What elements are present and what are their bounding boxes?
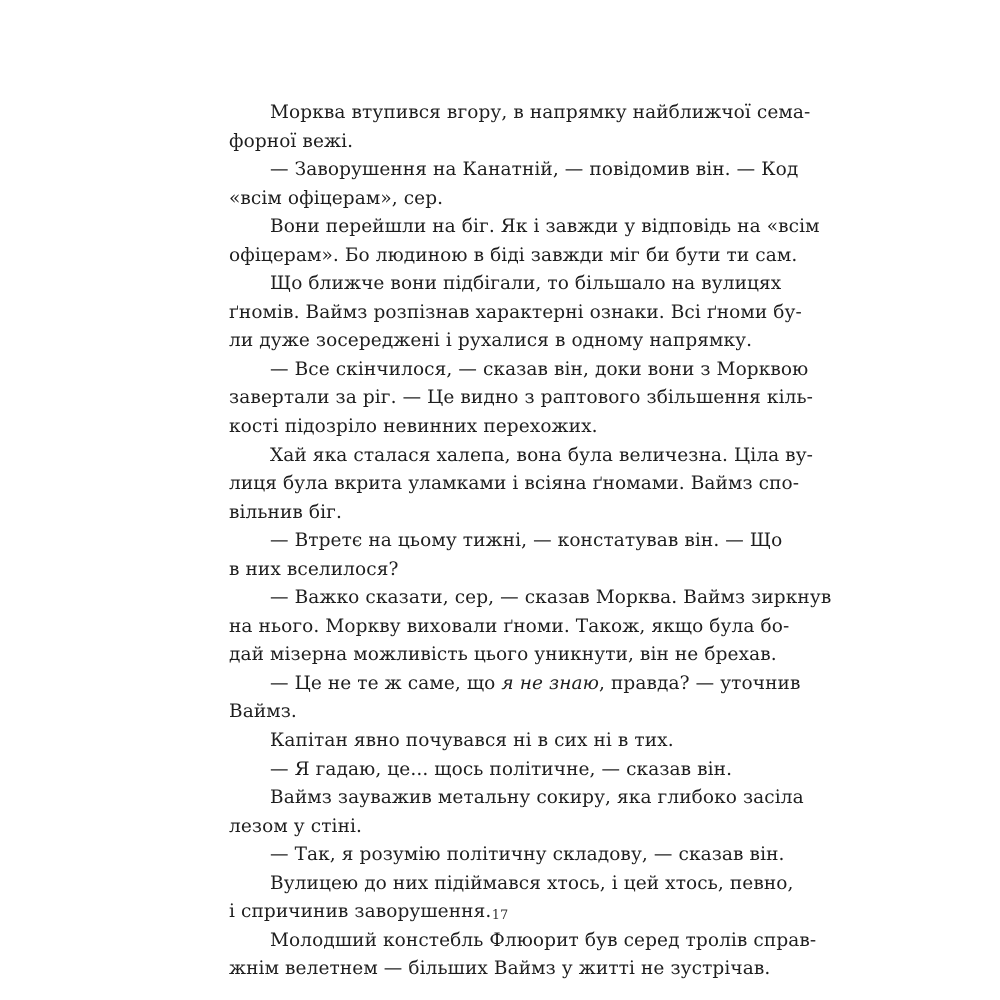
- text-line: Капітан явно почувався ні в сих ні в тих.: [270, 730, 674, 752]
- text-line: ґномів. Ваймз розпізнав характерні ознаки. Всі ґноми бу-: [229, 301, 802, 323]
- text-fragment: , правда? — уточнив: [599, 672, 801, 694]
- italic-emphasis: я не знаю: [501, 672, 600, 694]
- text-line: «всім офіцерам», сер.: [229, 187, 444, 209]
- text-line: в них вселилося?: [229, 558, 399, 580]
- text-line: — Втретє на цьому тижні, — констатував він. — Що: [270, 530, 783, 552]
- text-line: [229, 670, 801, 699]
- text-line: кості підозріло невинних перехожих.: [229, 416, 598, 438]
- text-line: завертали за ріг. — Це видно з раптового збільшення кіль-: [229, 387, 813, 409]
- page-number: 17: [491, 908, 509, 923]
- text-line: Молодший констебль Флюорит був серед тролів справ-: [270, 929, 817, 951]
- text-line: — Все скінчилося, — сказав він, доки вони з Морквою: [270, 358, 809, 380]
- text-line: на нього. Моркву виховали ґноми. Також, якщо була бо-: [229, 615, 790, 637]
- text-line: офіцерам». Бо людиною в біді завжди міг би бути ти сам.: [229, 244, 798, 266]
- text-line: — Так, я розумію політичну складову, — сказав він.: [270, 844, 785, 866]
- text-line: Що ближче вони підбігали, то більшало на вулицях: [270, 273, 782, 295]
- text-fragment: — Це не те ж саме, що: [270, 672, 502, 694]
- text-line: жнім велетнем — більших Ваймз у житті не зустрічав.: [229, 958, 771, 980]
- text-line: ли дуже зосереджені і рухалися в одному напрямку.: [229, 330, 753, 352]
- text-line: Морква втупився вгору, в напрямку найближчої сема-: [270, 102, 811, 123]
- text-line: — Важко сказати, сер, — сказав Морква. Ваймз зиркнув: [270, 587, 832, 609]
- text-line: Вони перейшли на біг. Як і завжди у відповідь на «всім: [270, 216, 820, 238]
- text-line: вільнив біг.: [229, 501, 342, 523]
- text-line: — Заворушення на Канатній, — повідомив він. — Код: [270, 159, 799, 181]
- body-text: [229, 99, 832, 984]
- text-line: лезом у стіні.: [229, 815, 363, 837]
- text-line: Хай яка сталася халепа, вона була величезна. Ціла ву-: [270, 444, 814, 466]
- text-line: і спричинив заворушення.: [229, 901, 492, 923]
- text-line: — Я гадаю, це... щось політичне, — сказав він.: [270, 758, 733, 780]
- text-line: Ваймз зауважив метальну сокиру, яка глибоко засіла: [270, 787, 804, 809]
- text-line: дай мізерна можливість цього уникнути, він не брехав.: [229, 644, 777, 666]
- text-line: Вулицею до них підіймався хтось, і цей хтось, певно,: [270, 872, 794, 894]
- text-line: Ваймз.: [229, 701, 297, 723]
- text-line: лиця була вкрита уламками і всіяна ґномами. Ваймз спо-: [229, 473, 800, 495]
- text-line: форної вежі.: [229, 130, 354, 152]
